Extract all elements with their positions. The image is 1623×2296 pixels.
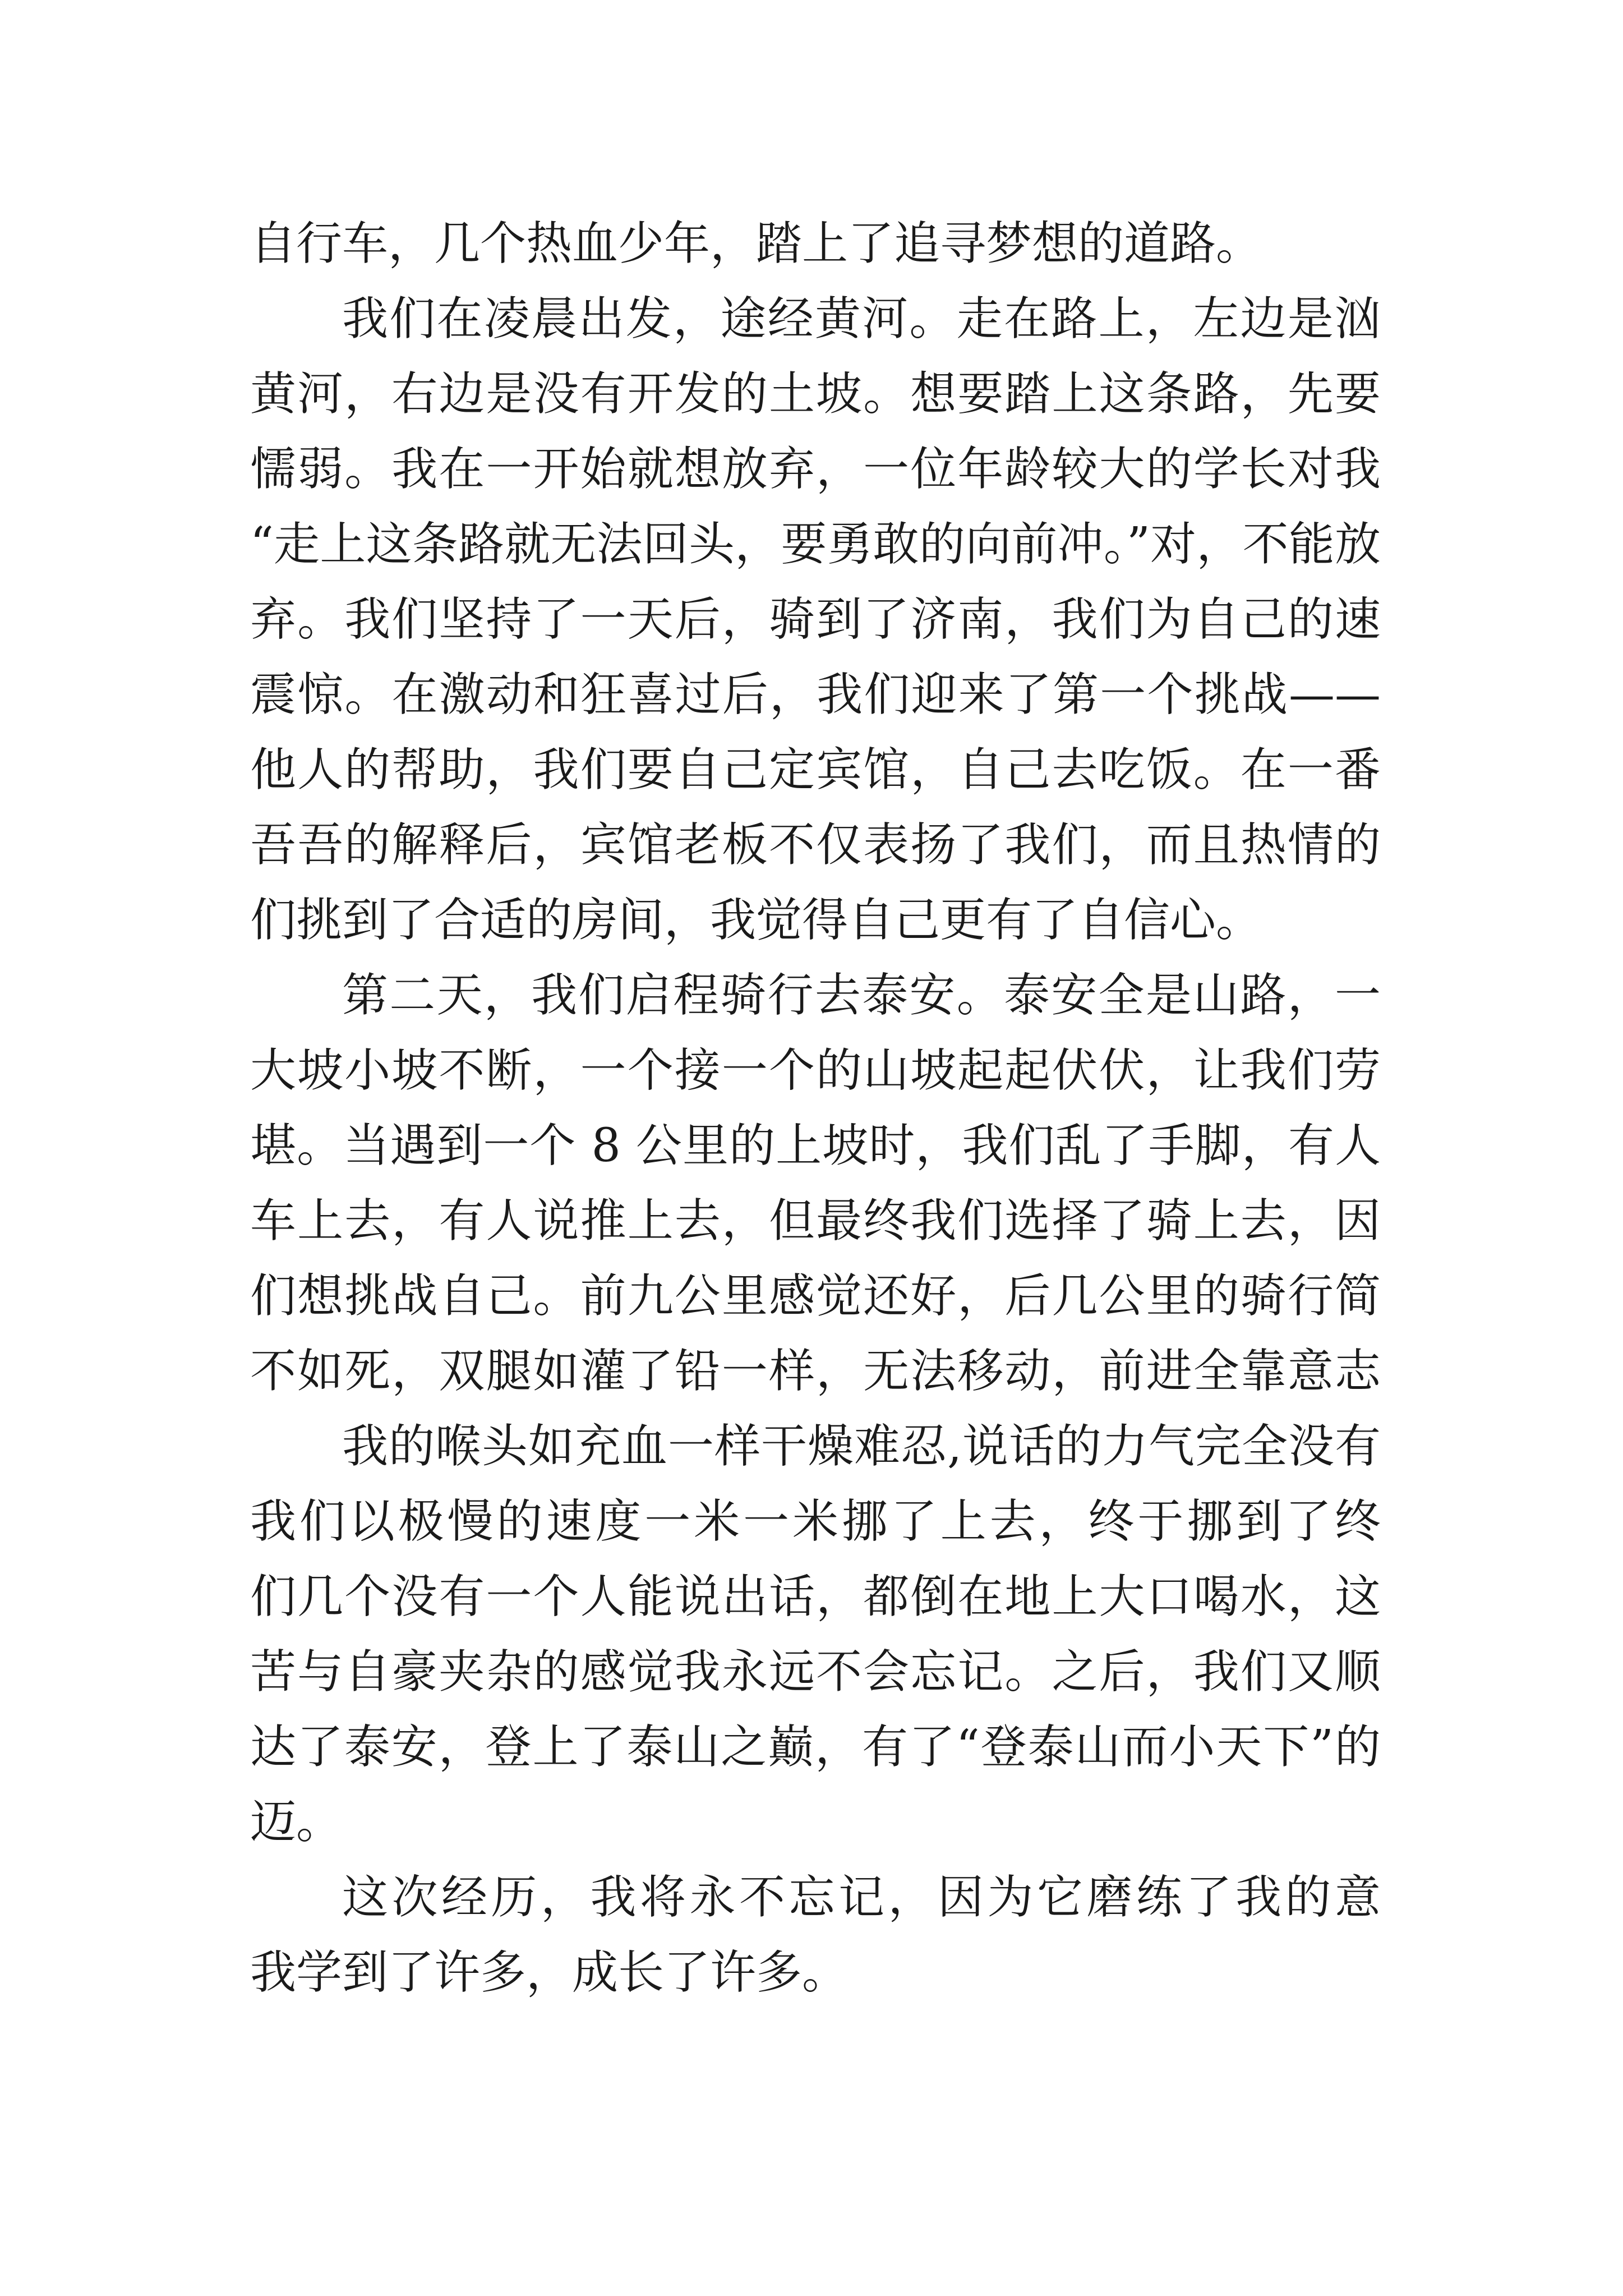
text-line: 堪。当遇到一个 8 公里的上坡时，我们乱了手脚，有人 [250,1119,1381,1172]
paragraph-first-line: 第二天，我们启程骑行去泰安。泰安全是山路，一 [342,969,1381,1022]
text-line: 不如死，双腿如灌了铅一样，无法移动，前进全靠意志 [250,1345,1381,1398]
text-line: 们几个没有一个人能说出话，都倒在地上大口喝水，这 [250,1570,1381,1623]
text-line: “走上这条路就无法回头，要勇敢的向前冲。”对，不能放 [250,518,1381,571]
text-line: 们挑到了合适的房间，我觉得自己更有了自信心。 [250,894,1262,947]
paragraph-first-line: 这次经历，我将永不忘记，因为它磨练了我的意 [342,1871,1381,1924]
paragraph-first-line: 我的喉头如充血一样干燥难忍,说话的力气完全没有 [342,1420,1381,1473]
text-line: 大坡小坡不断，一个接一个的山坡起起伏伏，让我们劳 [250,1044,1381,1097]
text-line: 车上去，有人说推上去，但最终我们选择了骑上去，因 [250,1194,1381,1248]
paragraph-first-line: 我们在凌晨出发，途经黄河。走在路上，左边是汹 [342,292,1381,346]
text-line: 苦与自豪夹杂的感觉我永远不会忘记。之后，我们又顺 [250,1645,1381,1699]
text-line: 懦弱。我在一开始就想放弃，一位年龄较大的学长对我 [250,443,1381,496]
text-line: 黄河，右边是没有开发的土坡。想要踏上这条路，先要 [250,367,1381,421]
text-line: 自行车，几个热血少年，踏上了追寻梦想的道路。 [250,217,1262,270]
text-line: 我们以极慢的速度一米一米挪了上去，终于挪到了终 [250,1495,1381,1548]
text-line: 震惊。在激动和狂喜过后，我们迎来了第一个挑战—— [250,668,1381,721]
text-line: 达了泰安，登上了泰山之巅，有了“登泰山而小天下”的 [250,1720,1381,1774]
text-line: 我学到了许多，成长了许多。 [250,1946,849,1999]
text-line: 他人的帮助，我们要自己定宾馆，自己去吃饭。在一番 [250,743,1381,797]
text-line: 弃。我们坚持了一天后，骑到了济南，我们为自己的速 [250,593,1381,646]
text-line: 迈。 [250,1796,343,1849]
text-line: 们想挑战自己。前九公里感觉还好，后几公里的骑行简 [250,1269,1381,1323]
text-line: 吾吾的解释后，宾馆老板不仅表扬了我们，而且热情的 [250,818,1381,872]
